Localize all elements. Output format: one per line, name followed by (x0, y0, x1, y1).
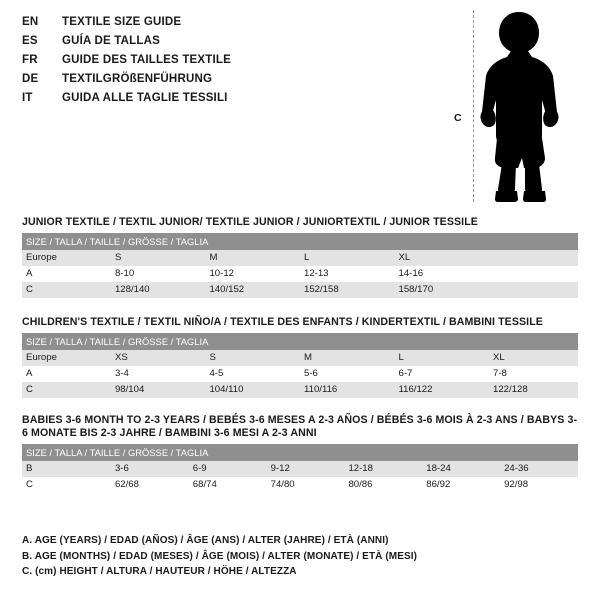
cell: 18-24 (422, 461, 500, 477)
cell: XL (489, 350, 578, 366)
row-label: Europe (22, 350, 111, 366)
cell: 74/80 (267, 477, 345, 493)
row-label: C (22, 282, 111, 298)
table-row (22, 382, 578, 398)
cell: 12-18 (344, 461, 422, 477)
row-label: Europe (22, 250, 111, 266)
cell: 10-12 (205, 266, 300, 282)
language-title: GUIDA ALLE TAGLIE TESSILI (62, 92, 228, 104)
child-silhouette-icon (462, 8, 582, 203)
cell (489, 282, 578, 298)
cell: S (111, 250, 206, 266)
cell (489, 250, 578, 266)
language-row (22, 16, 422, 35)
section-babies-textile (22, 414, 578, 493)
table-row (22, 461, 578, 477)
language-code: ES (22, 35, 38, 47)
cell: 152/158 (300, 282, 395, 298)
row-label: B (22, 461, 111, 477)
cell: 3-4 (111, 366, 206, 382)
cell: 7-8 (489, 366, 578, 382)
table-header-label: SIZE / TALLA / TAILLE / GRÖSSE / TAGLIA (22, 333, 578, 350)
table-row (22, 250, 578, 266)
cell: 14-16 (395, 266, 490, 282)
size-table-junior (22, 233, 578, 298)
cell: M (300, 350, 395, 366)
table-row (22, 350, 578, 366)
figure-measure-label: C (454, 112, 462, 124)
language-row (22, 54, 422, 73)
language-row (22, 35, 422, 54)
cell: L (300, 250, 395, 266)
cell: 140/152 (205, 282, 300, 298)
language-code: IT (22, 92, 33, 104)
cell: 158/170 (395, 282, 490, 298)
cell: 5-6 (300, 366, 395, 382)
cell: 6-9 (189, 461, 267, 477)
cell: 24-36 (500, 461, 578, 477)
measurement-figure (440, 8, 590, 203)
cell: M (205, 250, 300, 266)
cell: 9-12 (267, 461, 345, 477)
cell: 104/110 (205, 382, 300, 398)
row-label: C (22, 382, 111, 398)
cell: 12-13 (300, 266, 395, 282)
cell: 86/92 (422, 477, 500, 493)
cell: XL (395, 250, 490, 266)
table-header-row (22, 444, 578, 461)
language-title: TEXTILGRÖßENFÜHRUNG (62, 73, 213, 85)
table-header-row (22, 233, 578, 250)
language-code: EN (22, 16, 39, 28)
cell: S (205, 350, 300, 366)
language-title-list (22, 16, 422, 111)
section-title: JUNIOR TEXTILE / TEXTIL JUNIOR/ TEXTILE JUNIOR / JUNIORTEXTIL / JUNIOR TESSILE (22, 216, 478, 228)
cell: 6-7 (395, 366, 490, 382)
cell: 122/128 (489, 382, 578, 398)
cell: 80/86 (344, 477, 422, 493)
cell: 8-10 (111, 266, 206, 282)
language-row (22, 73, 422, 92)
footnote-list (22, 533, 578, 580)
language-title: GUÍA DE TALLAS (62, 35, 160, 47)
row-label: A (22, 366, 111, 382)
table-header-label: SIZE / TALLA / TAILLE / GRÖSSE / TAGLIA (22, 233, 578, 250)
row-label: A (22, 266, 111, 282)
size-table-babies (22, 444, 578, 493)
cell: 68/74 (189, 477, 267, 493)
table-row (22, 282, 578, 298)
table-header-label: SIZE / TALLA / TAILLE / GRÖSSE / TAGLIA (22, 444, 578, 461)
table-row (22, 266, 578, 282)
cell: 110/116 (300, 382, 395, 398)
cell: 62/68 (111, 477, 189, 493)
table-header-row (22, 333, 578, 350)
cell: 116/122 (395, 382, 490, 398)
size-table-children (22, 333, 578, 398)
table-row (22, 366, 578, 382)
language-row (22, 92, 422, 111)
language-code: FR (22, 54, 38, 66)
cell: 92/98 (500, 477, 578, 493)
cell: 3-6 (111, 461, 189, 477)
footnote-height: C. (cm) HEIGHT / ALTURA / HAUTEUR / HÖHE / ALTEZZA (22, 566, 297, 577)
footnote-age-months: B. AGE (MONTHS) / EDAD (MESES) / ÂGE (MOIS) / ALTER (MONATE) / ETÀ (MESI) (22, 550, 418, 562)
row-label: C (22, 477, 111, 493)
cell: 128/140 (111, 282, 206, 298)
language-title: TEXTILE SIZE GUIDE (62, 16, 182, 28)
cell: XS (111, 350, 206, 366)
cell: 4-5 (205, 366, 300, 382)
footnote-age-years: A. AGE (YEARS) / EDAD (AÑOS) / ÂGE (ANS) / ALTER (JAHRE) / ETÀ (ANNI) (22, 535, 389, 546)
cell: L (395, 350, 490, 366)
language-code: DE (22, 73, 39, 85)
cell (489, 266, 578, 282)
language-title: GUIDE DES TAILLES TEXTILE (62, 54, 231, 66)
section-junior-textile (22, 216, 578, 298)
cell: 98/104 (111, 382, 206, 398)
section-title: BABIES 3-6 MONTH TO 2-3 YEARS / BEBÉS 3-6 MESES A 2-3 AÑOS / BÉBÉS 3-6 MOIS À 2-3 ANS / BABYS 3-6 MONATE BIS 2-3 JAHRE / BAMBINI 3-6 MESI A 2-3 ANNI (22, 414, 578, 439)
section-title: CHILDREN'S TEXTILE / TEXTIL NIÑO/A / TEXTILE DES ENFANTS / KINDERTEXTIL / BAMBINI TESSILE (22, 316, 543, 328)
table-row (22, 477, 578, 493)
section-childrens-textile (22, 316, 578, 398)
